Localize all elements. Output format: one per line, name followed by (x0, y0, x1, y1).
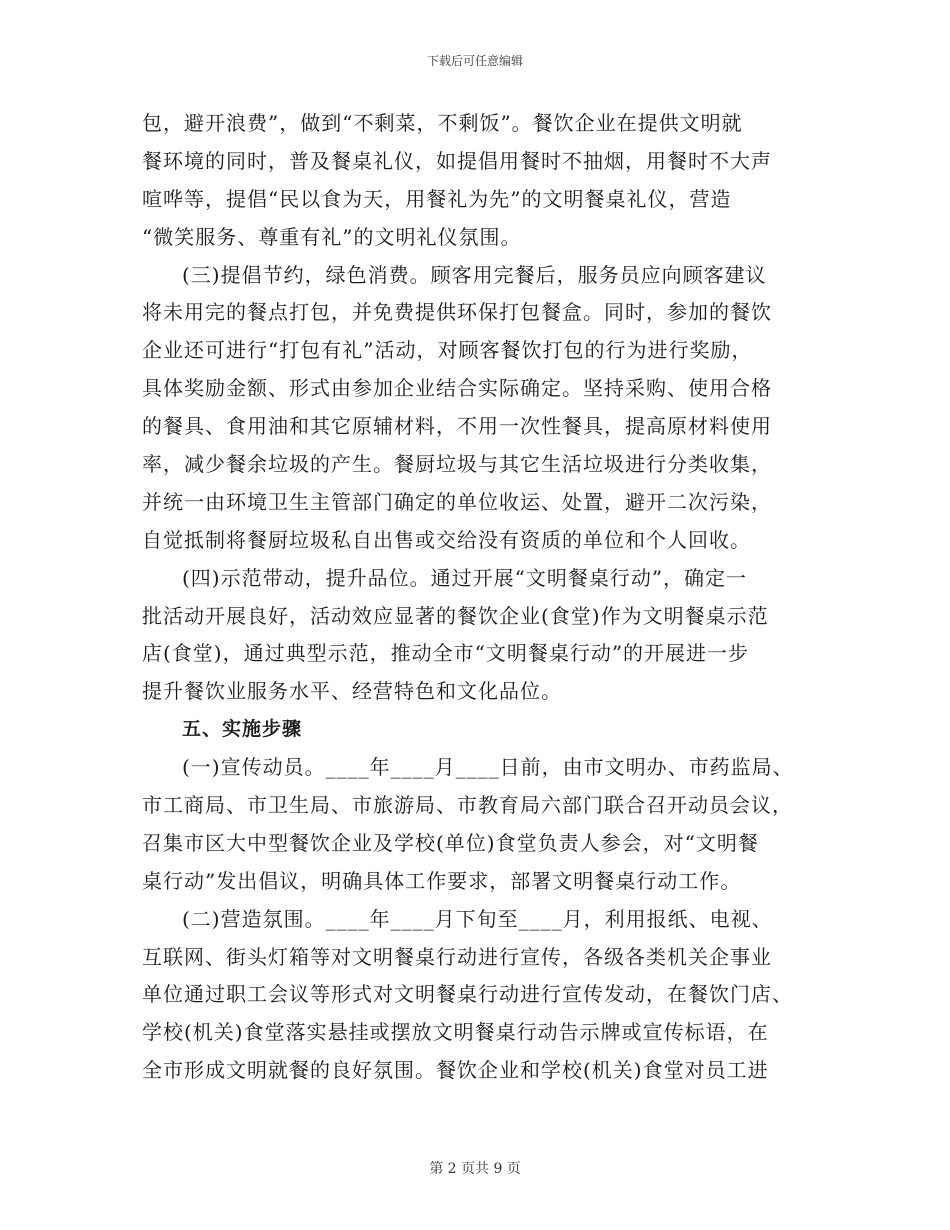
paragraph-line: 学校(机关)食堂落实悬挂或摆放文明餐桌行动告示牌或宣传标语，在 (142, 1020, 769, 1045)
paragraph-line: 批活动开展良好，活动效应显著的餐饮企业(食堂)作为文明餐桌示范 (142, 603, 769, 628)
page-header: 下载后可任意编辑 (426, 54, 523, 68)
paragraph-line: 单位通过职工会议等形式对文明餐桌行动进行宣传发动，在餐饮门店、 (142, 982, 793, 1007)
paragraph-line: 市工商局、市卫生局、市旅游局、市教育局六部门联合召开动员会议， (142, 793, 793, 818)
paragraph-line: 的餐具、食用油和其它原辅材料，不用一次性餐具，提高原材料使用 (142, 414, 772, 439)
paragraph-line: 召集市区大中型餐饮企业及学校(单位)食堂负责人参会，对“文明餐 (142, 830, 759, 855)
paragraph-line: 提升餐饮业服务水平、经营特色和文化品位。 (142, 679, 562, 704)
paragraph-line: (二)营造氛围。____年____月下旬至____月，利用报纸、电视、 (182, 906, 773, 931)
page-footer: 第 2 页共 9 页 (429, 1161, 521, 1177)
paragraph-line: (一)宣传动员。____年____月____日前，由市文明办、市药监局、 (182, 755, 794, 780)
paragraph-line: 餐环境的同时，普及餐桌礼仪，如提倡用餐时不抽烟，用餐时不大声 (142, 148, 772, 173)
paragraph-line: 自觉抵制将餐厨垃圾私自出售或交给没有资质的单位和个人回收。 (142, 527, 751, 552)
paragraph-line: 并统一由环境卫生主管部门确定的单位收运、处置，避开二次污染， (142, 489, 772, 514)
paragraph-line: (三)提倡节约，绿色消费。顾客用完餐后，服务员应向顾客建议 (182, 262, 767, 287)
paragraph-line: 互联网、街头灯箱等对文明餐桌行动进行宣传，各级各类机关企事业 (142, 944, 772, 969)
paragraph-line: 全市形成文明就餐的良好氛围。餐饮企业和学校(机关)食堂对员工进 (142, 1058, 769, 1083)
paragraph-line: 企业还可进行“打包有礼”活动，对顾客餐饮打包的行为进行奖励， (142, 338, 753, 363)
paragraph-line: (四)示范带动，提升品位。通过开展“文明餐桌行动”，确定一 (182, 565, 748, 590)
paragraph-line: 将未用完的餐点打包，并免费提供环保打包餐盒。同时，参加的餐饮 (142, 300, 772, 325)
document-body (142, 105, 822, 1090)
paragraph-line: “微笑服务、尊重有礼”的文明礼仪氛围。 (142, 224, 522, 249)
paragraph-line: 具体奖励金额、形式由参加企业结合实际确定。坚持采购、使用合格 (142, 376, 772, 401)
paragraph-line: 包，避开浪费”，做到“不剩菜，不剩饭”。餐饮企业在提供文明就 (142, 111, 743, 135)
paragraph-line: 桌行动”发出倡议，明确具体工作要求，部署文明餐桌行动工作。 (142, 868, 742, 893)
section-heading: 五、实施步骤 (182, 718, 303, 741)
paragraph-line: 店(食堂)，通过典型示范，推动全市“文明餐桌行动”的开展进一步 (142, 641, 750, 666)
paragraph-line: 率，减少餐余垃圾的产生。餐厨垃圾与其它生活垃圾进行分类收集， (142, 452, 772, 477)
paragraph-line: 喧哗等，提倡“民以食为天，用餐礼为先”的文明餐桌礼仪，营造 (142, 186, 732, 211)
